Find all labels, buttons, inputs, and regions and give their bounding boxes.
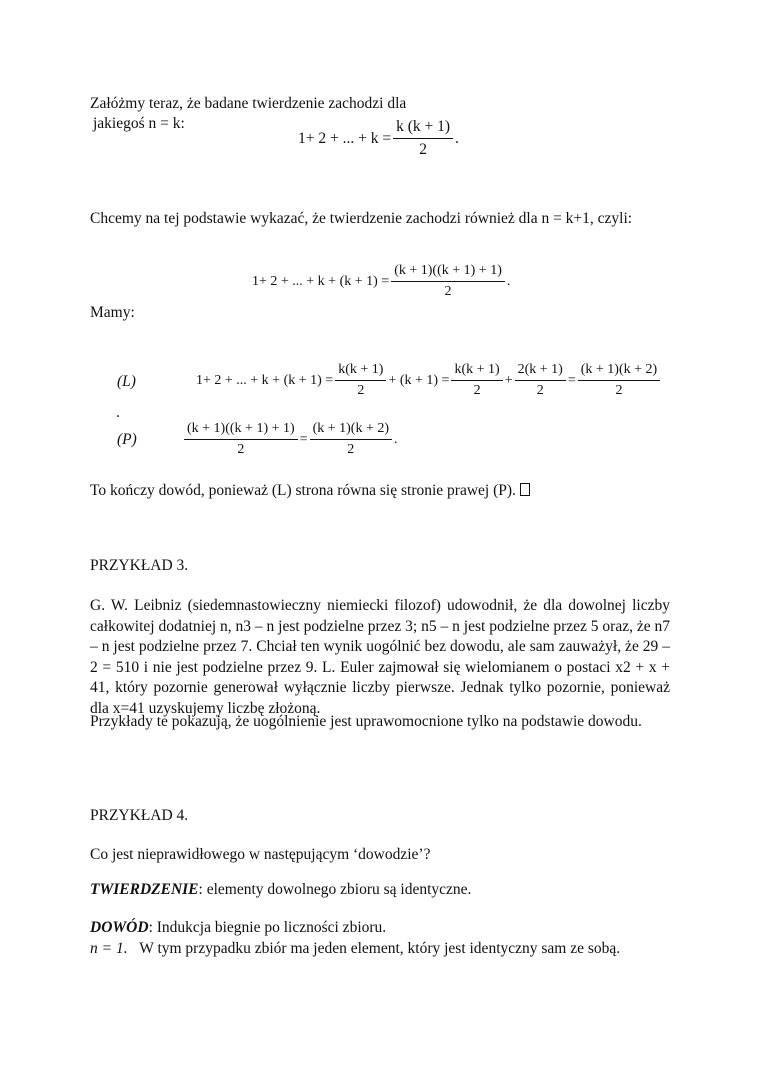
example3-body2: Przykłady te pokazują, że uogólnienie jest uprawomocnione tylko na podstawie dowodu. xyxy=(90,713,642,730)
left-side-equation xyxy=(196,362,662,399)
assume-line-2: jakiegoś n = k: xyxy=(93,115,185,132)
mamy-label: Mamy: xyxy=(90,304,135,321)
example3-heading: PRZYKŁAD 3. xyxy=(90,557,189,574)
example4-heading: PRZYKŁAD 4. xyxy=(90,807,189,824)
want-equation xyxy=(252,263,510,300)
assume-eq-fraction xyxy=(393,118,453,159)
right-f1-den: 2 xyxy=(237,442,245,457)
right-side-label: (P) xyxy=(117,431,137,448)
proof-line xyxy=(90,920,386,936)
left-f2-den: 2 xyxy=(473,383,481,398)
left-mid: + (k + 1) = xyxy=(388,372,450,388)
want-eq-fraction xyxy=(391,263,505,300)
n1-line xyxy=(90,941,620,957)
right-f2-num: (k + 1)(k + 2) xyxy=(310,421,392,440)
assume-equation xyxy=(298,118,459,159)
left-f3-den: 2 xyxy=(536,383,544,398)
want-eq-end: . xyxy=(506,273,511,289)
want-eq-lhs: 1+ 2 + ... + k + (k + 1) = xyxy=(252,273,390,289)
assume-eq-den: 2 xyxy=(419,141,427,158)
separator-dot: . xyxy=(116,404,120,421)
want-eq-den: 2 xyxy=(444,284,452,299)
left-plus: + xyxy=(504,372,513,388)
left-f2-num: k(k + 1) xyxy=(451,362,502,381)
right-f2-den: 2 xyxy=(347,442,355,457)
right-side-equation xyxy=(182,421,398,458)
want-eq-num: (k + 1)((k + 1) + 1) xyxy=(391,263,505,282)
left-f1-num: k(k + 1) xyxy=(335,362,386,381)
example3-body: G. W. Leibniz (siedemnastowieczny niemiecki filozof) udowodnił, że dla dowolnej liczby całkowitej dodatniej n, n3 – n jest podzielne przez 3; n5 – n jest podzielne przez 5 oraz, że n7 – n jest podzielne przez 7. Chciał ten wynik uogólnić bez dowodu, ale sam zauważył, że 29 – 2 = 510 i nie jest podzielne przez 9. L. Euler zajmował się wielomianem o postaci x2 + x + 41, który pozornie generował wyłącznie liczby pierwsze. Jednak tylko pozornie, ponieważ dla x=41 uzyskujemy liczbę złożoną. xyxy=(90,597,670,717)
qed-box-icon xyxy=(520,483,530,496)
example4-question: Co jest nieprawidłowego w następującym ‘dowodzie’? xyxy=(90,846,431,863)
left-side-label: (L) xyxy=(117,373,136,390)
theorem-label: TWIERDZENIE xyxy=(90,881,199,898)
assume-eq-lhs: 1+ 2 + ... + k = xyxy=(298,129,392,147)
right-f1-num: (k + 1)((k + 1) + 1) xyxy=(184,421,298,440)
want-text: Chcemy na tej podstawie wykazać, że twierdzenie zachodzi również dla n = k+1, czyli: xyxy=(90,210,633,227)
left-f1-den: 2 xyxy=(357,383,365,398)
right-end: . xyxy=(394,431,398,447)
left-f4-den: 2 xyxy=(615,383,623,398)
proof-text: : Indukcja biegnie po liczności zbioru. xyxy=(148,919,387,936)
theorem-text: : elementy dowolnego zbioru są identyczne. xyxy=(198,881,472,898)
left-lhs: 1+ 2 + ... + k + (k + 1) = xyxy=(196,372,334,388)
left-f3-num: 2(k + 1) xyxy=(515,362,566,381)
right-eq: = xyxy=(299,431,308,447)
conclusion-text: To kończy dowód, ponieważ (L) strona równa się stronie prawej (P). xyxy=(90,483,530,499)
assume-line-1: Załóżmy teraz, że badane twierdzenie zachodzi dla xyxy=(90,95,407,112)
left-eq: = xyxy=(567,372,576,388)
proof-label: DOWÓD xyxy=(90,919,149,936)
theorem-line xyxy=(90,882,471,898)
assume-eq-end: . xyxy=(455,129,459,147)
assume-eq-num: k (k + 1) xyxy=(393,118,453,139)
n1-label: n = 1. xyxy=(90,940,128,957)
left-f4-num: (k + 1)(k + 2) xyxy=(578,362,660,381)
n1-text: W tym przypadku zbiór ma jeden element, który jest identyczny sam ze sobą. xyxy=(139,940,621,957)
